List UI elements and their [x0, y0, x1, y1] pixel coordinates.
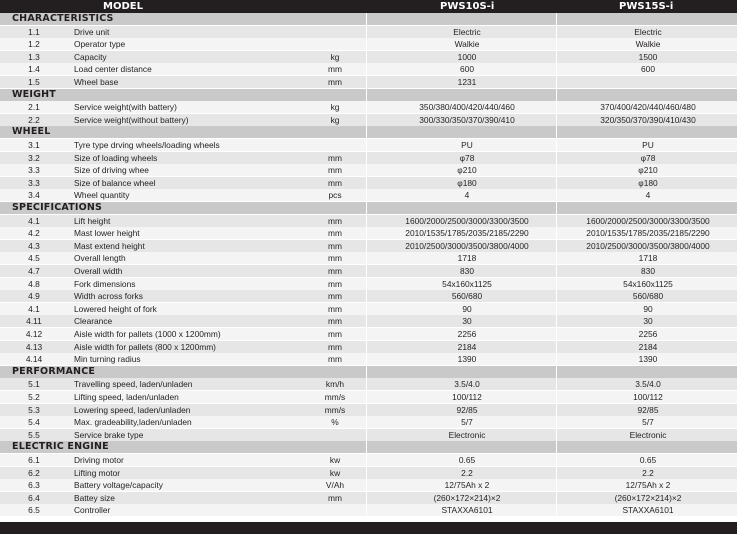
row-value-model-b: 2010/2500/3000/3500/3800/4000 [586, 240, 710, 251]
row-item: Driving motor [74, 455, 124, 465]
row-value-model-a: φ210 [457, 165, 477, 176]
row-number: 4.14 [25, 354, 43, 365]
row-number: 1.3 [28, 51, 40, 62]
row-value-model-a: 92/85 [456, 404, 478, 415]
table-row [0, 152, 737, 164]
row-number: 1.4 [28, 64, 40, 75]
row-unit: mm [328, 165, 342, 176]
row-item: Overall width [74, 266, 123, 276]
table-row [0, 240, 737, 252]
row-value-model-a: 300/330/350/370/390/410 [419, 114, 515, 125]
row-value-model-a: 1000 [457, 51, 477, 62]
row-unit: kw [329, 467, 341, 478]
row-value-model-a: 12/75Ah x 2 [444, 480, 490, 491]
row-number: 1.2 [28, 39, 40, 50]
row-value-model-a: Electric [453, 26, 481, 37]
row-unit [304, 26, 366, 38]
row-number: 1.1 [28, 26, 40, 37]
row-value-model-a: 350/380/400/420/440/460 [419, 102, 515, 113]
table-header [0, 0, 737, 13]
section-title: PERFORMANCE [12, 365, 96, 377]
row-item: Width across forks [74, 291, 143, 302]
row-number: 4.11 [26, 316, 42, 327]
column-divider [556, 13, 557, 522]
row-value-model-a: STAXXA6101 [441, 505, 493, 516]
row-number: 4.3 [28, 240, 40, 251]
row-item: Min turning radius [74, 354, 141, 365]
row-value-model-b: 560/680 [632, 291, 664, 302]
section-title: ELECTRIC ENGINE [12, 441, 109, 453]
row-unit: mm [328, 64, 342, 75]
row-value-model-b: 12/75Ah x 2 [625, 480, 671, 491]
row-number: 3.1 [28, 140, 40, 150]
row-value-model-a: 1390 [457, 354, 477, 365]
table-row [0, 391, 737, 403]
row-item: Service brake type [74, 429, 144, 440]
row-value-model-a: 30 [462, 316, 472, 327]
row-item: Tyre type drving wheels/loading wheels [74, 140, 220, 150]
row-number: 4.2 [28, 228, 40, 239]
row-value-model-b: 830 [641, 266, 655, 276]
row-number: 2.2 [28, 114, 40, 125]
table-row [0, 479, 737, 491]
row-number: 4.12 [25, 329, 43, 339]
row-item: Max. gradeability,laden/unladen [74, 417, 192, 428]
row-item: Capacity [74, 51, 107, 62]
row-unit: mm [328, 152, 342, 163]
row-unit: mm [328, 341, 342, 352]
model-label: MODEL [103, 1, 143, 12]
row-value-model-a: 1718 [457, 253, 477, 264]
row-item: Controller [74, 505, 111, 516]
row-item: Battey size [74, 492, 115, 503]
table-row [0, 290, 737, 302]
row-value-model-b: 90 [643, 303, 653, 314]
row-number: 5.4 [28, 417, 40, 428]
section-header [0, 89, 737, 101]
row-value-model-a: Electronic [448, 429, 486, 440]
row-number: 3.3 [28, 177, 40, 188]
row-value-model-a: 2010/2500/3000/3500/3800/4000 [405, 240, 529, 251]
row-value-model-b: PU [642, 140, 654, 150]
row-number: 5.5 [28, 429, 40, 440]
row-value-model-a: Walkie [454, 39, 480, 50]
table-row [0, 454, 737, 466]
table-row [0, 341, 737, 353]
row-number: 3.2 [28, 152, 40, 163]
row-item: Wheel base [74, 77, 119, 87]
row-item: Service weight(without battery) [74, 114, 189, 125]
row-value-model-a: φ180 [457, 177, 477, 188]
row-item: Load center distance [74, 64, 152, 75]
row-unit [304, 504, 366, 516]
row-value-model-b: 1600/2000/2500/3000/3300/3500 [586, 215, 710, 226]
section-header [0, 202, 737, 214]
table-row [0, 416, 737, 428]
row-unit: mm/s [324, 392, 346, 402]
section-header [0, 441, 737, 453]
section-title: CHARACTERISTICS [12, 13, 114, 24]
row-item: Clearance [74, 316, 113, 327]
table-row [0, 328, 737, 340]
row-unit: mm [328, 278, 342, 289]
row-number: 5.3 [28, 404, 40, 415]
row-unit: mm [328, 215, 342, 226]
row-number: 4.8 [28, 278, 40, 289]
row-unit: mm [328, 316, 342, 327]
table-row [0, 101, 737, 113]
row-unit: mm [328, 291, 342, 302]
row-number: 6.1 [28, 455, 40, 465]
table-row [0, 164, 737, 176]
row-number: 4.1 [28, 215, 40, 226]
row-item: Drive unit [74, 26, 110, 37]
row-unit: mm [328, 77, 342, 87]
table-row [0, 177, 737, 189]
row-value-model-b: STAXXA6101 [622, 505, 674, 516]
row-item: Lift height [74, 215, 111, 226]
row-unit: kg [330, 114, 340, 125]
row-value-model-a: 54x160x1125 [442, 278, 492, 289]
row-item: Operator type [74, 39, 126, 50]
row-unit [304, 429, 366, 441]
table-row [0, 252, 737, 264]
row-value-model-a: 830 [460, 266, 474, 276]
row-unit: kw [329, 455, 341, 465]
section-title: WEIGHT [12, 88, 56, 100]
row-value-model-a: 2010/1535/1785/2035/2185/2290 [405, 228, 529, 239]
row-unit: mm [328, 240, 342, 251]
row-value-model-b: φ210 [638, 165, 658, 176]
table-row [0, 38, 737, 50]
row-value-model-a: 1600/2000/2500/3000/3300/3500 [405, 215, 529, 226]
row-item: Lifting speed, laden/unladen [74, 392, 179, 402]
row-item: Lowering speed, laden/unladen [74, 404, 191, 415]
row-value-model-a: 90 [462, 303, 472, 314]
row-number: 3.4 [28, 190, 40, 201]
section-title: WHEEL [12, 126, 51, 138]
row-item: Overall length [74, 253, 126, 264]
table-row [0, 51, 737, 63]
row-number: 5.2 [28, 392, 40, 402]
table-row [0, 278, 737, 290]
row-value-model-b: 2.2 [642, 467, 654, 478]
row-value-model-b: 3.5/4.0 [635, 379, 661, 390]
row-value-model-b: 4 [645, 190, 651, 201]
row-item: Service weight(with battery) [74, 102, 177, 113]
row-value-model-a: 560/680 [451, 291, 483, 302]
table-row [0, 429, 737, 441]
row-unit [304, 139, 366, 151]
table-row [0, 504, 737, 516]
row-item: Battery voltage/capacity [74, 480, 163, 491]
table-row [0, 315, 737, 327]
row-unit [304, 38, 366, 50]
table-row [0, 215, 737, 227]
row-unit: km/h [325, 379, 345, 390]
row-value-model-b: 5/7 [642, 417, 654, 428]
row-unit: mm/s [324, 404, 346, 415]
row-unit: kg [330, 102, 340, 113]
table-row [0, 114, 737, 126]
row-number: 6.4 [28, 492, 40, 503]
row-item: Size of loading wheels [74, 152, 158, 163]
row-value-model-b: 1718 [638, 253, 658, 264]
table-row [0, 189, 737, 201]
row-unit: V/Ah [325, 480, 345, 491]
row-value-model-b: 2256 [638, 329, 658, 339]
row-value-model-b: Electronic [629, 429, 667, 440]
row-unit: mm [328, 354, 342, 365]
table-row [0, 139, 737, 151]
row-number: 4.5 [28, 253, 40, 264]
row-number: 5.1 [28, 379, 40, 390]
section-title: SPECIFICATIONS [12, 202, 103, 213]
row-unit: mm [328, 253, 342, 264]
row-item: Size of driving whee [74, 165, 149, 176]
row-item: Size of balance wheel [74, 177, 156, 188]
row-value-model-b: 1390 [638, 354, 658, 365]
column-divider [366, 13, 367, 522]
section-header [0, 13, 737, 25]
row-unit: mm [328, 177, 342, 188]
row-value-model-b: Walkie [635, 39, 661, 50]
row-value-model-b [568, 76, 728, 88]
table-row [0, 227, 737, 239]
table-row [0, 76, 737, 88]
row-number: 4.13 [25, 341, 43, 352]
row-value-model-b: 370/400/420/440/460/480 [600, 102, 696, 113]
row-number: 6.3 [28, 480, 40, 491]
row-value-model-b: 100/112 [633, 392, 663, 402]
row-item: Lifting motor [74, 467, 121, 478]
section-header [0, 126, 737, 138]
row-unit: kg [330, 51, 340, 62]
row-value-model-a: (260×172×214)×2 [433, 492, 501, 503]
row-item: Lowered height of fork [74, 303, 157, 314]
table-row [0, 303, 737, 315]
row-item: Aisle width for pallets (800 x 1200mm) [74, 341, 216, 352]
row-value-model-b: Electric [634, 26, 662, 37]
row-item: Travelling speed, laden/unladen [74, 379, 193, 390]
row-value-model-a: 100/112 [452, 392, 482, 402]
row-value-model-a: 1231 [457, 77, 477, 87]
row-value-model-b: 2184 [638, 341, 658, 352]
table-row [0, 467, 737, 479]
row-value-model-a: 2256 [457, 329, 477, 339]
model-b-name: PWS15S-i [619, 1, 674, 12]
row-value-model-b: 0.65 [639, 455, 657, 465]
row-item: Fork dimensions [74, 278, 136, 289]
row-value-model-a: 5/7 [461, 417, 473, 428]
model-a-name: PWS10S-i [440, 1, 495, 12]
row-value-model-b: 320/350/370/390/410/430 [600, 114, 696, 125]
section-header [0, 366, 737, 378]
row-unit: mm [328, 329, 342, 339]
row-value-model-b: 2010/1535/1785/2035/2185/2290 [586, 228, 710, 239]
table-row [0, 492, 737, 504]
row-unit: mm [328, 266, 342, 276]
row-value-model-a: 4 [464, 190, 470, 201]
row-value-model-b: φ180 [638, 177, 658, 188]
row-item: Aisle width for pallets (1000 x 1200mm) [74, 329, 221, 339]
row-value-model-b: 600 [641, 64, 655, 75]
table-row [0, 353, 737, 365]
table-footer-bar [0, 522, 737, 534]
row-value-model-a: 0.65 [458, 455, 476, 465]
table-row [0, 404, 737, 416]
row-value-model-b: 30 [643, 316, 653, 327]
row-value-model-b: 1500 [638, 51, 658, 62]
row-number: 3.3 [28, 165, 40, 176]
row-unit: pcs [328, 190, 342, 201]
row-number: 1.5 [28, 77, 40, 87]
row-number: 4.1 [28, 303, 40, 314]
row-unit: mm [328, 492, 342, 503]
row-number: 2.1 [28, 102, 40, 113]
row-item: Mast lower height [74, 228, 140, 239]
row-number: 6.2 [28, 467, 40, 478]
row-unit: mm [328, 228, 342, 239]
row-value-model-b: φ78 [640, 152, 656, 163]
row-value-model-a: 2.2 [461, 467, 473, 478]
row-value-model-b: (260×172×214)×2 [614, 492, 682, 503]
row-value-model-a: φ78 [459, 152, 475, 163]
row-item: Wheel quantity [74, 190, 130, 201]
row-value-model-a: 2184 [457, 341, 477, 352]
table-row [0, 265, 737, 277]
row-item: Mast extend height [74, 240, 145, 251]
row-value-model-a: 3.5/4.0 [454, 379, 480, 390]
row-value-model-b: 54x160x1125 [623, 278, 673, 289]
row-number: 4.7 [28, 266, 40, 276]
table-row [0, 63, 737, 75]
row-value-model-a: 600 [460, 64, 474, 75]
row-number: 4.9 [28, 291, 40, 302]
row-unit: % [331, 417, 339, 428]
row-number: 6.5 [28, 505, 40, 516]
row-unit: mm [328, 303, 342, 314]
table-row [0, 26, 737, 38]
table-row [0, 378, 737, 390]
row-value-model-a: PU [461, 140, 473, 150]
row-value-model-b: 92/85 [637, 404, 659, 415]
